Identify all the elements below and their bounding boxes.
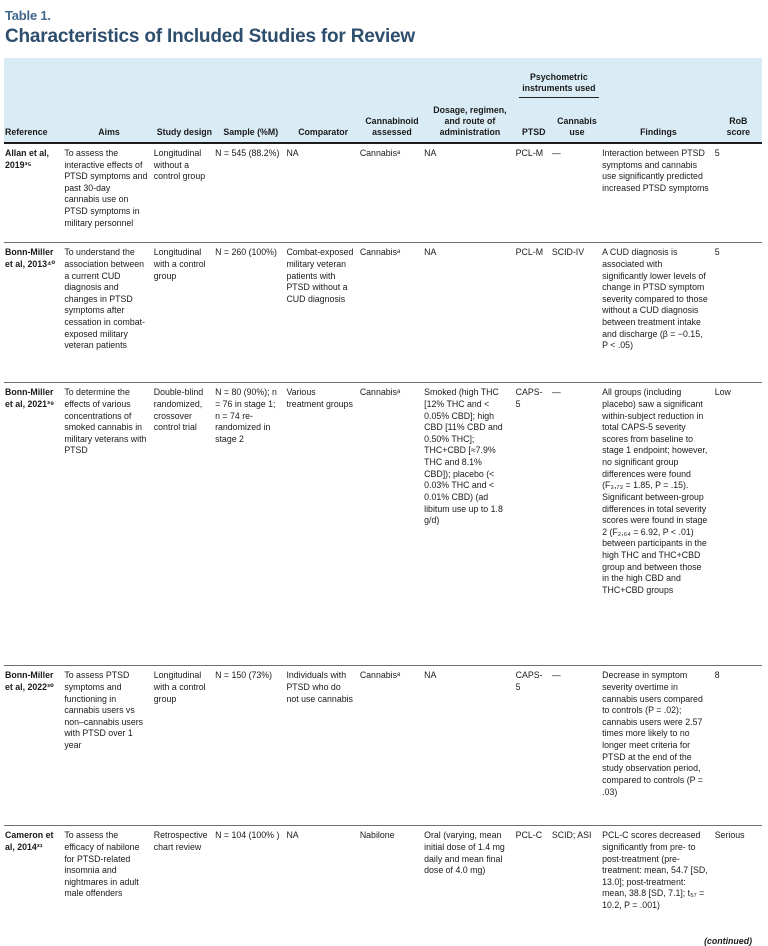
cell-cannabis-use: SCID; ASI xyxy=(551,830,592,841)
cell-ptsd: PCL-C xyxy=(515,830,543,841)
cell-aims: To assess the interactive effects of PTSD symptoms and past 30-day cannabis use on PTSD symptoms in military personnel xyxy=(64,143,153,243)
column-header-ptsd: PTSD xyxy=(516,102,552,143)
cell-ptsd: CAPS-5 xyxy=(516,666,552,826)
cell-rob-score: Low xyxy=(715,383,762,666)
column-group-psychometric xyxy=(516,58,602,102)
cell-sample: N = 80 (90%); n = 76 in stage 1; n = 74 re-randomized in stage 2 xyxy=(215,383,286,666)
cell-study-design: Longitudinal without a control group xyxy=(154,143,215,243)
column-header-study-design: Study design xyxy=(154,102,215,143)
table-header xyxy=(4,58,762,143)
column-header-aims: Aims xyxy=(64,102,153,143)
cell-dosage: Oral (varying, mean initial dose of 1.4 mg daily and mean final dose of 4.0 mg) xyxy=(424,830,505,876)
cell-cannabinoid: Cannabisᵃ xyxy=(360,143,424,243)
cell-aims: To determine the effects of various concentrations of smoked cannabis in military veterans with PTSD xyxy=(64,383,153,666)
column-header-comparator: Comparator xyxy=(286,102,359,143)
cell-cannabis-use: — xyxy=(552,383,602,666)
column-header-sample: Sample (%M) xyxy=(215,102,286,143)
cell-cannabis-use: SCID-IV xyxy=(552,243,602,383)
cell-cannabis-use: — xyxy=(552,666,602,826)
cell-study-design: Double-blind randomized, crossover control trial xyxy=(154,383,215,666)
table-row xyxy=(4,666,762,826)
cell-rob-score: 8 xyxy=(715,666,762,826)
column-header-reference: Reference xyxy=(4,102,64,143)
page-title: Characteristics of Included Studies for Review xyxy=(5,26,415,47)
continued-note: (continued) xyxy=(704,935,752,946)
cell-cannabinoid: Nabilone xyxy=(359,830,395,841)
cell-comparator: Individuals with PTSD who do not use cannabis xyxy=(286,666,359,826)
cell-sample: N = 104 (100% ) xyxy=(215,830,280,841)
cell-findings: Decrease in symptom severity overtime in cannabis users compared to controls (P = .02); cannabis users were 2.57 times more likely to no longer meet criteria for PTSD at the end of the study observation period, compared to controls (P = .03) xyxy=(602,666,715,826)
cell-cannabinoid: Cannabisᵃ xyxy=(360,666,424,826)
column-header-rob: RoB score xyxy=(715,102,762,143)
cell-sample: N = 545 (88.2%) xyxy=(215,143,286,243)
cell-cannabinoid: Cannabisᵃ xyxy=(360,383,424,666)
cell-cannabinoid: Cannabisᵃ xyxy=(360,243,424,383)
header-row xyxy=(4,102,762,143)
cell-reference: Cameron et al, 2014³¹ xyxy=(5,830,54,853)
table-row xyxy=(4,383,762,666)
cell-study-design: Longitudinal with a control group xyxy=(154,666,215,826)
cell-findings: All groups (including placebo) saw a significant within-subject reduction in total CAPS-5 severity scores from baseline to stage 1 endpoint; however, no significant group differences were found (F₃,₇₃ = 1.85, P = .15). Significant between-group differences in total severity scores were found in stage 2 (F₂,₆₄ = 6.92, P < .01) between participants in the high THC and THC+CBD group and between those in the high CBD and THC+CBD groups xyxy=(602,383,715,666)
cell-aims: To understand the association between a current CUD diagnosis and changes in PTSD symptoms after cessation in combat-exposed military veteran patients xyxy=(64,243,153,383)
cell-comparator: NA xyxy=(286,143,359,243)
cell-reference: Bonn-Miller et al, 2013⁴⁰ xyxy=(4,243,64,383)
header-spacer xyxy=(602,58,762,102)
cell-dosage: NA xyxy=(424,666,516,826)
cell-ptsd: PCL-M xyxy=(516,143,552,243)
cell-cannabis-use: — xyxy=(552,143,602,243)
column-header-dosage: Dosage, regimen, and route of administration xyxy=(424,102,516,143)
cell-rob-score: Serious xyxy=(714,830,745,841)
cell-aims: To assess PTSD symptoms and functioning in cannabis users vs non–cannabis users with PTSD over 1 year xyxy=(64,666,153,826)
cell-ptsd: PCL-M xyxy=(516,243,552,383)
cell-dosage: NA xyxy=(424,143,516,243)
cell-sample: N = 260 (100%) xyxy=(215,243,286,383)
header-group-row xyxy=(4,58,762,102)
psychometric-group-label: Psychometric instruments used xyxy=(519,72,599,98)
table-row xyxy=(4,243,762,383)
cell-study-design: Retrospective chart review xyxy=(153,830,208,853)
cell-ptsd: CAPS-5 xyxy=(516,383,552,666)
cell-reference: Bonn-Miller et al, 2021³⁹ xyxy=(4,383,64,666)
cell-reference: Allan et al, 2019³⁵ xyxy=(4,143,64,243)
table-row xyxy=(4,826,762,932)
cell-findings: Interaction between PTSD symptoms and cannabis use significantly predicted increased PTSD symptoms xyxy=(602,143,715,243)
cell-comparator: Combat-exposed military veteran patients with PTSD without a CUD diagnosis xyxy=(286,243,359,383)
table-row xyxy=(4,143,762,243)
column-header-findings: Findings xyxy=(602,102,715,143)
column-header-cannabis-use: Cannabis use xyxy=(552,102,602,143)
cell-dosage: NA xyxy=(424,243,516,383)
cell-reference: Bonn-Miller et al, 2022³⁰ xyxy=(4,666,64,826)
studies-table xyxy=(4,58,762,932)
table-number-label: Table 1. xyxy=(5,8,51,23)
cell-findings: A CUD diagnosis is associated with significantly lower levels of change in PTSD symptom severity compared to those without a CUD diagnosis between treatment intake and discharge (β = −0.15, P < .05) xyxy=(602,243,715,383)
cell-comparator: NA xyxy=(286,830,299,841)
cell-aims: To assess the efficacy of nabilone for PTSD-related insomnia and nightmares in adult male offenders xyxy=(64,830,140,899)
cell-sample: N = 150 (73%) xyxy=(215,666,286,826)
cell-findings: PCL-C scores decreased significantly from pre- to post-treatment (pre-treatment: mean, 54.7 [SD, 13.0]; post-treatment: mean, 38.8 [SD, 7.1]; t₅₇ = 10.2, P = .001) xyxy=(602,830,708,911)
cell-comparator: Various treatment groups xyxy=(286,383,359,666)
header-spacer xyxy=(4,58,516,102)
column-header-cannabinoid: Cannabinoid assessed xyxy=(360,102,424,143)
cell-dosage: Smoked (high THC [12% THC and < 0.05% CBD]; high CBD [11% CBD and 0.50% THC]; THC+CBD [≈7.9% THC and 8.1% CBD]); placebo (< 0.03% THC and < 0.01% CBD) (ad libitum use up to 1.8 g/d) xyxy=(424,383,516,666)
cell-rob-score: 5 xyxy=(715,243,762,383)
cell-rob-score: 5 xyxy=(715,143,762,243)
cell-study-design: Longitudinal with a control group xyxy=(154,243,215,383)
